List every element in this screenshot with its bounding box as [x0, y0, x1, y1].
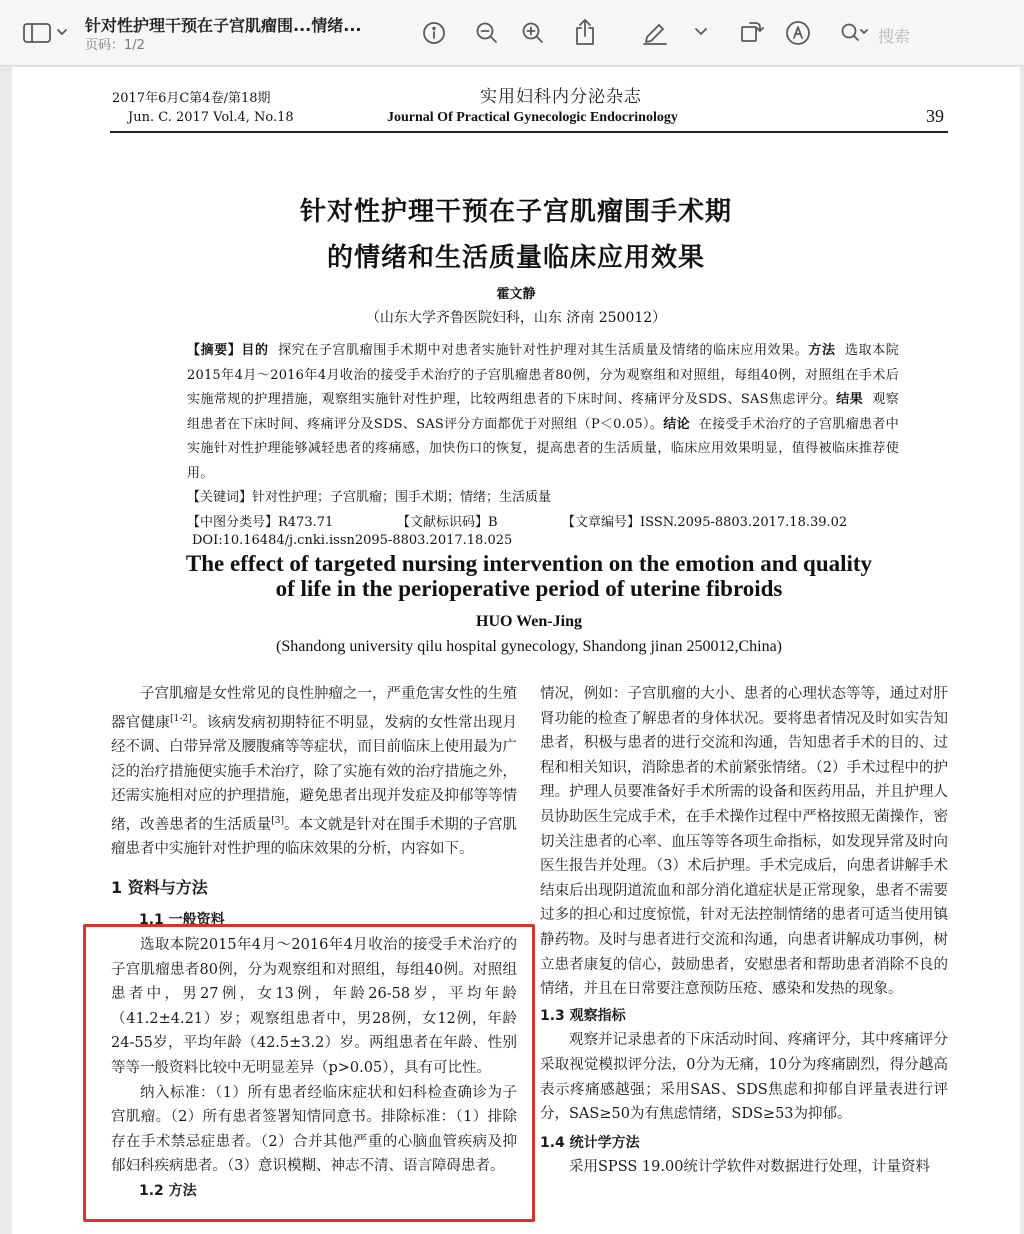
info-button[interactable] — [421, 20, 447, 46]
subsection-heading-1-3: 1.3 观察指标 — [540, 1007, 626, 1024]
rotate-icon — [738, 19, 764, 45]
keywords: 【关键词】针对性护理；子宫肌瘤；围手术期；情绪；生活质量 — [187, 490, 552, 505]
document-code: 【文献标识码】B — [397, 515, 498, 530]
paragraph-1-3: 观察并记录患者的下床活动时间、疼痛评分，其中疼痛评分采取视觉模拟评分法，0分为无痛，10分为疼痛剧烈，得分越高表示疼痛感越强；采用SAS、SDS焦虑和抑郁自评量表进行评分，SAS≥50为有焦虑情绪，SDS≥53为抑郁。 — [540, 1032, 948, 1123]
paragraph-1-4: 采用SPSS 19.00统计学软件对数据进行处理，计量资料 — [569, 1159, 930, 1176]
author-name: 霍文静 — [496, 287, 536, 302]
zoom-in-button[interactable] — [520, 20, 546, 46]
journal-name-en: Journal Of Practical Gynecologic Endocrinology — [387, 110, 678, 125]
share-button[interactable] — [572, 17, 598, 47]
search-input[interactable]: 搜索 — [878, 27, 911, 46]
journal-name-cn: 实用妇科内分泌杂志 — [480, 87, 642, 107]
subsection-heading-1-1: 1.1 一般资料 — [139, 912, 225, 929]
subsection-heading-1-4: 1.4 统计学方法 — [540, 1134, 640, 1151]
sidebar-icon — [21, 22, 69, 44]
article-number: 【文章编号】ISSN.2095-8803.2017.18.39.02 — [562, 515, 848, 530]
pdf-page — [12, 67, 1020, 1234]
page-number: 39 — [926, 106, 944, 126]
zoom-out-icon — [475, 21, 499, 45]
rotate-button[interactable] — [737, 18, 765, 46]
article-title-line1: 针对性护理干预在子宫肌瘤围手术期 — [299, 197, 732, 227]
document-title: 针对性护理干预在子宫肌瘤围...情绪... — [85, 16, 362, 35]
search-icon — [840, 22, 870, 44]
intro-paragraph — [111, 682, 517, 862]
paragraph-1-1a: 选取本院2015年4月～2016年4月收治的接受手术治疗的子宫肌瘤患者80例，分为观察组和对照组，每组40例。对照组患者中，男27例，女13例，年龄26-58岁，平均年龄（41.2±4.21）岁；观察组患者中，男28例，女12例，年龄24-55岁，平均年龄（42.5±3.2）岁。两组患者在年龄、性别等等一般资料比较中无明显差异（p>0.05），具有可比性。 — [111, 937, 517, 1076]
method-label: 方法 — [808, 343, 836, 358]
section-heading-1: 1 资料与方法 — [111, 877, 208, 897]
result-label: 结果 — [836, 392, 864, 407]
en-author: HUO Wen-Jing — [476, 613, 582, 630]
abstract-result: 观察组患者在下床时间、疼痛评分及SDS、SAS评分方面都优于对照组（P＜0.05）。 — [187, 392, 900, 432]
en-title-line2: of life in the perioperative period of uterine fibroids — [275, 576, 783, 601]
article-title-line2: 的情绪和生活质量临床应用效果 — [326, 243, 705, 273]
issue-en: Jun. C. 2017 Vol.4, No.18 — [128, 110, 294, 125]
header-rule — [110, 131, 948, 133]
zoom-in-icon — [521, 21, 545, 45]
clc-number: 【中图分类号】R473.71 — [187, 515, 334, 530]
share-icon — [573, 18, 597, 46]
markup-options-button[interactable] — [693, 24, 709, 40]
paragraph-1-1b: 纳入标准：（1）所有患者经临床症状和妇科检查确诊为子宫肌瘤。（2）所有患者签署知情同意书。排除标准：（1）排除存在手术禁忌症患者。（2）合并其他严重的心脑血管疾病及抑郁妇科疾病患者。（3）意识模糊、神志不清、语言障碍患者。 — [111, 1084, 517, 1175]
annotate-button[interactable] — [784, 19, 812, 47]
paragraph-nursing: 情况，例如：子宫肌瘤的大小、患者的心理状态等等，通过对肝肾功能的检查了解患者的身体状况。要将患者情况及时如实告知患者，积极与患者的进行交流和沟通，告知患者手术的目的、过程和相关知识，消除患者的术前紧张情绪。（2）手术过程中的护理。护理人员要准备好手术所需的设备和医药用品，并且护理人员协助医生完成手术，在手术操作过程中严格按照无菌操作，密切关注患者的心率、血压等等各项生命指标，如发现异常及时向医生报告并处理。（3）术后护理。手术完成后，向患者讲解手术结束后出现阴道流血和部分消化道症状是正常现象，患者不需要过多的担心和过度惊慌，针对无法控制情绪的患者可适当使用镇静药物。及时与患者进行交流和沟通，向患者讲解成功事例，树立患者康复的信心，鼓励患者，安慰患者和帮助患者消除不良的情绪，并且在日常要注意预防压疮、感染和发热的现象。 — [540, 686, 948, 998]
body-left-column — [111, 682, 517, 1204]
doi: DOI:10.16484/j.cnki.issn2095-8803.2017.18.025 — [192, 533, 513, 548]
page-indicator: 页码：1/2 — [85, 38, 145, 53]
abstract-label: 【摘要】目的 — [187, 343, 269, 358]
search-button[interactable] — [840, 21, 870, 45]
zoom-out-button[interactable] — [474, 20, 500, 46]
abstract-conclusion: 在接受手术治疗的子宫肌瘤患者中实施针对性护理能够减轻患者的疼痛感，加快伤口的恢复，提高患者的生活质量，临床应用效果明显，值得被临床推荐使用。 — [187, 416, 899, 481]
subsection-heading-1-2: 1.2 方法 — [139, 1182, 197, 1199]
sidebar-toggle-button[interactable] — [20, 20, 70, 46]
body-right-column — [540, 682, 948, 1180]
intro-text-end: 。本文就是针对在围手术期的子宫肌瘤患者中实施针对性护理的临床效果的分析，内容如下。 — [111, 816, 518, 858]
chevron-down-icon — [694, 27, 708, 37]
markup-icon — [641, 19, 669, 45]
intro-text-cont: 。该病发病初期特征不明显，发病的女性常出现月经不调、白带异常及腰腹痛等等症状，而目前临床上使用最为广泛的治疗措施便实施手术治疗，除了实施有效的治疗措施之外，还需实施相对应的护理措施，避免患者出现并发症及抑郁等等情绪，改善患者的生活质量 — [111, 714, 518, 833]
markup-button[interactable] — [640, 18, 670, 46]
conclusion-label: 结论 — [663, 416, 690, 432]
en-affiliation: (Shandong university qilu hospital gynecology, Shandong jinan 250012,China) — [275, 638, 783, 655]
author-affiliation: （山东大学齐鲁医院妇科，山东 济南 250012） — [365, 310, 667, 326]
issue-cn: 2017年6月C第4卷/第18期 — [112, 91, 271, 106]
intro-text: 子宫肌瘤是女性常见的良性肿瘤之一，严重危害女性的生殖器官健康 — [111, 686, 517, 731]
annotate-icon — [785, 20, 811, 46]
info-icon — [422, 21, 446, 45]
intro-reference: [1-2] — [170, 713, 192, 724]
abstract — [187, 339, 899, 486]
viewer-toolbar — [0, 0, 1024, 66]
abstract-method: 选取本院2015年4月～2016年4月收治的接受手术治疗的子宫肌瘤患者80例，分为观察组和对照组，每组40例，对照组在手术后实施常规的护理措施，观察组实施针对性护理，比较两组患者的下床时间、疼痛评分及SDS、SAS焦虑评分。 — [187, 343, 900, 407]
en-title-line1: The effect of targeted nursing intervention on the emotion and quality — [185, 551, 873, 576]
abstract-purpose: 探究在子宫肌瘤围手术期中对患者实施针对性护理对其生活质量及情绪的临床应用效果。 — [278, 343, 809, 358]
intro-reference-2: [3] — [271, 815, 284, 826]
